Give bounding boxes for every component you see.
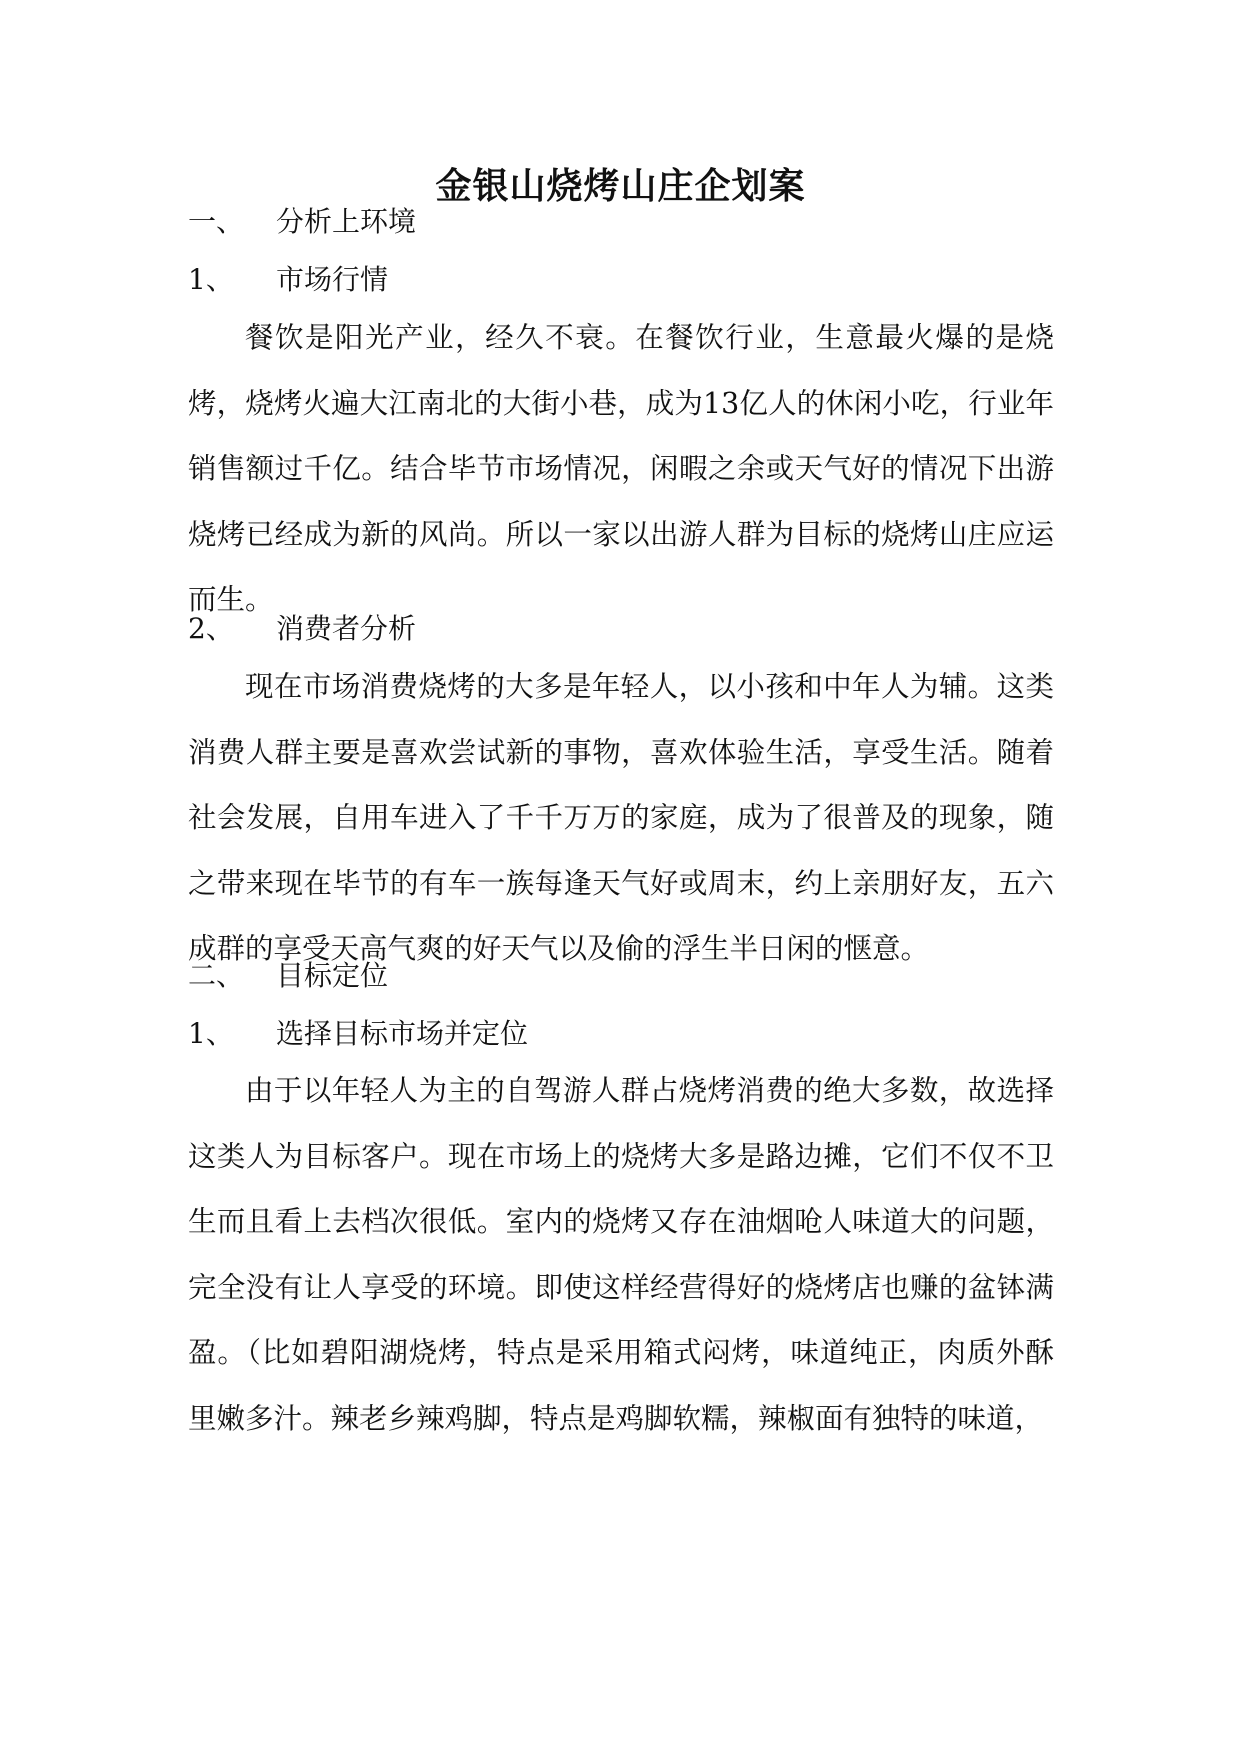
subsection-title: 选择目标市场并定位 <box>276 1017 529 1050</box>
paragraph-consumer: 现在市场消费烧烤的大多是年轻人，以小孩和中年人为辅。这类消费人群主要是喜欢尝试新的事物，喜欢体验生活，享受生活。随着社会发展，自用车进入了千千万万的家庭，成为了很普及的现象，随之带来现在毕节的有车一族每逢天气好或周末，约上亲朋好友，五六成群的享受天高气爽的好天气以及偷的浮生半日闲的惬意。 <box>188 670 1054 965</box>
section-number: 一、 <box>188 205 245 238</box>
section-title: 目标定位 <box>276 959 389 992</box>
subsection-title: 市场行情 <box>276 263 389 296</box>
paragraph-target-market: 由于以年轻人为主的自驾游人群占烧烤消费的绝大多数，故选择这类人为目标客户。现在市场上的烧烤大多是路边摊，它们不仅不卫生而且看上去档次很低。室内的烧烤又存在油烟呛人味道大的问题，完全没有让人享受的环境。即使这样经营得好的烧烤店也赚的盆钵满盈。（比如碧阳湖烧烤，特点是采用箱式闷烤，味道纯正，肉质外酥里嫩多汁。辣老乡辣鸡脚，特点是鸡脚软糯，辣椒面有独特的味道， <box>188 1074 1054 1435</box>
document-title: 金银山烧烤山庄企划案 <box>435 165 806 207</box>
subsection-number: 1、 <box>188 263 234 296</box>
subsection-number: 2、 <box>188 612 234 645</box>
section-title: 分析上环境 <box>276 205 417 238</box>
subsection-number: 1、 <box>188 1017 234 1050</box>
paragraph-market: 餐饮是阳光产业，经久不衰。在餐饮行业，生意最火爆的是烧烤，烧烤火遍大江南北的大街小巷，成为13亿人的休闲小吃，行业年销售额过千亿。结合毕节市场情况，闲暇之余或天气好的情况下出游烧烤已经成为新的风尚。所以一家以出游人群为目标的烧烤山庄应运而生。 <box>188 321 1054 616</box>
section-number: 二、 <box>188 959 245 992</box>
subsection-title: 消费者分析 <box>276 612 417 645</box>
